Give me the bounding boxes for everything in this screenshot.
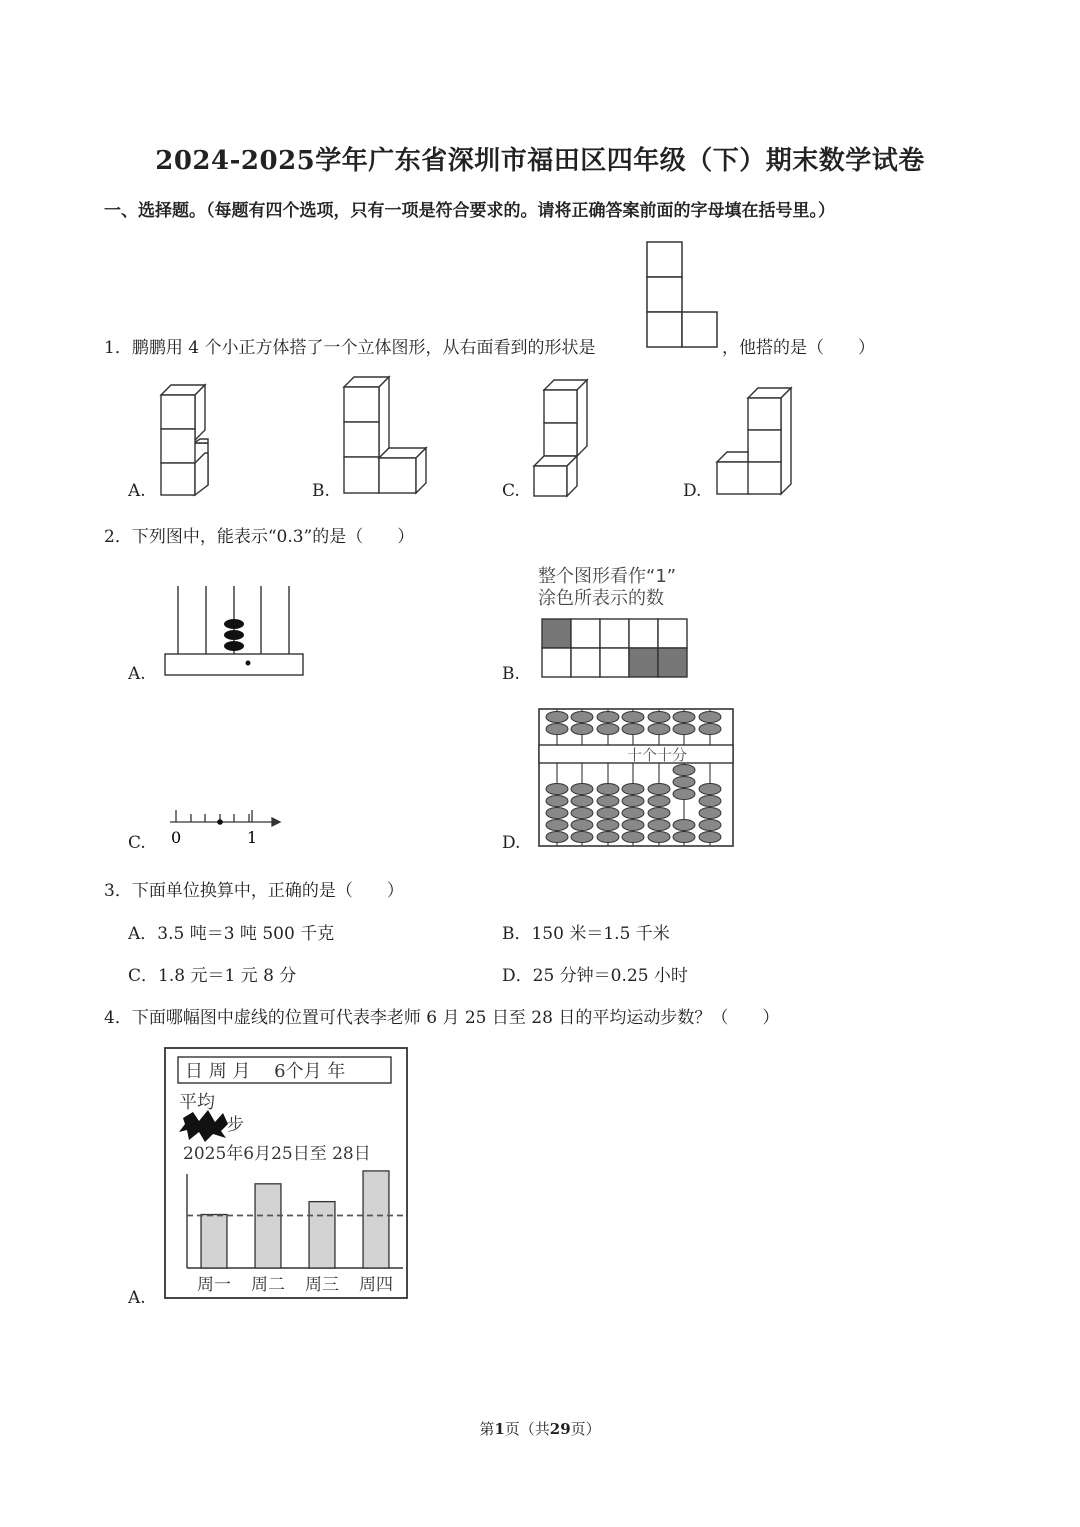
abacus-beam-text: 十个十分 xyxy=(627,746,688,764)
q1-option-c-figure[interactable] xyxy=(530,378,592,500)
caption-line-2: 涂色所表示的数 xyxy=(538,588,664,609)
question-1-stem-end: ，他搭的是（ ） xyxy=(722,338,875,358)
caption-line-1: 整个图形看作“1” xyxy=(538,566,677,587)
footer-suffix: 页） xyxy=(570,1420,601,1438)
question-number: 1． xyxy=(104,338,132,358)
date-range-label: 2025年6月25日至 28日 xyxy=(183,1144,371,1164)
question-number: 3． xyxy=(104,881,132,901)
question-2-stem xyxy=(104,522,414,547)
q3-option-c[interactable]: C．1.8 元＝1 元 8 分 xyxy=(128,966,297,986)
q3-option-b[interactable]: B．150 米＝1.5 千米 xyxy=(502,924,670,944)
x-tick-label: 周一 xyxy=(197,1275,231,1295)
total-pages: 29 xyxy=(549,1420,571,1438)
tick-1: 1 xyxy=(247,828,258,847)
bar-1 xyxy=(201,1215,227,1268)
q2-option-d-label[interactable]: D. xyxy=(502,833,521,853)
period-tabs: 日 周 月 6个月 年 xyxy=(185,1061,346,1082)
question-text: 下面单位换算中，正确的是（ ） xyxy=(131,881,404,901)
x-tick-label: 周四 xyxy=(359,1275,393,1295)
question-text: 下面哪幅图中虚线的位置可代表李老师 6 月 25 日至 28 日的平均运动步数？（ ） xyxy=(131,1008,780,1028)
bar-3 xyxy=(309,1202,335,1268)
q1-option-b-label[interactable]: B. xyxy=(312,481,330,501)
section-heading: 一、选择题。（每题有四个选项，只有一项是符合要求的。请将正确答案前面的字母填在括号里。） xyxy=(104,201,835,221)
x-tick-label: 周二 xyxy=(251,1275,285,1295)
x-tick-label: 周三 xyxy=(305,1275,339,1295)
q2-option-a-counting-frame[interactable] xyxy=(162,584,308,679)
question-number: 4． xyxy=(104,1008,132,1028)
average-label: 平均 xyxy=(179,1092,215,1113)
q2-option-c-label[interactable]: C. xyxy=(128,833,146,853)
bar-2 xyxy=(255,1184,281,1268)
question-3-stem xyxy=(104,876,404,901)
q1-option-b-figure[interactable] xyxy=(340,375,432,500)
q1-option-a-label[interactable]: A. xyxy=(128,481,146,501)
footer-prefix: 第 xyxy=(479,1420,495,1438)
q2-option-b-grid[interactable] xyxy=(540,617,690,679)
page-title: 2024-2025学年广东省深圳市福田区四年级（下）期末数学试卷 xyxy=(155,146,925,176)
q2-option-c-number-line[interactable] xyxy=(160,800,285,848)
footer-middle: 页（共 xyxy=(504,1420,550,1438)
q2-option-a-label[interactable]: A. xyxy=(128,664,146,684)
question-number: 2． xyxy=(104,527,132,547)
question-4-stem xyxy=(104,1003,779,1028)
right-view-figure xyxy=(646,240,722,352)
q3-option-a[interactable]: A．3.5 吨＝3 吨 500 千克 xyxy=(128,924,335,944)
q1-option-a-figure[interactable] xyxy=(158,383,218,498)
bar-4 xyxy=(363,1171,389,1268)
question-text: 鹏鹏用 4 个小正方体搭了一个立体图形，从右面看到的形状是 xyxy=(131,338,596,358)
step-unit-label: 步 xyxy=(227,1115,244,1135)
q4-option-a-label[interactable]: A. xyxy=(128,1288,146,1308)
q1-option-d-label[interactable]: D. xyxy=(683,481,702,501)
q2-option-d-abacus[interactable] xyxy=(537,707,737,849)
page-number: 1 xyxy=(494,1420,505,1438)
q1-option-c-label[interactable]: C. xyxy=(502,481,520,501)
q2-option-b-label[interactable]: B. xyxy=(502,664,520,684)
q2-option-b-caption xyxy=(538,566,676,610)
page-footer xyxy=(0,1418,1080,1439)
question-text: 下列图中，能表示“0.3”的是（ ） xyxy=(131,527,415,547)
question-1-stem xyxy=(104,333,595,358)
q1-option-d-figure[interactable] xyxy=(713,386,795,500)
tick-0: 0 xyxy=(171,828,182,847)
q4-option-a-chart[interactable] xyxy=(163,1046,411,1302)
q3-option-d[interactable]: D．25 分钟＝0.25 小时 xyxy=(502,966,688,986)
